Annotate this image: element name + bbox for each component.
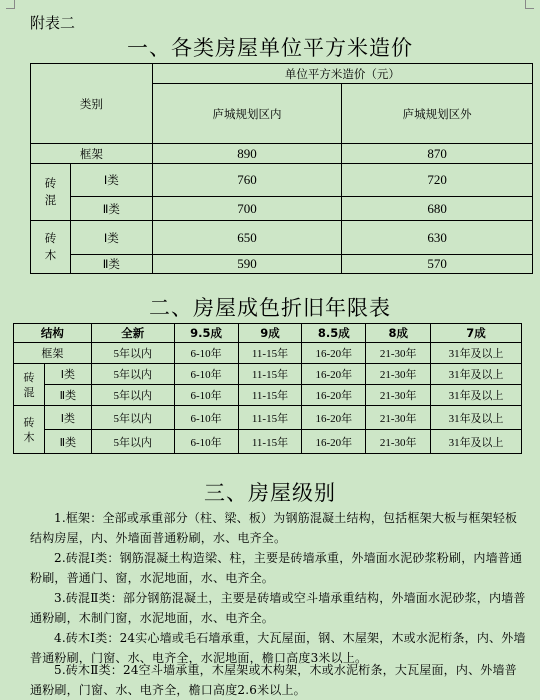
- header-80: 8成: [366, 324, 431, 343]
- header-90: 9成: [238, 324, 302, 343]
- years-cell: 5年以内: [91, 430, 174, 454]
- years-cell: 11-15年: [238, 364, 302, 385]
- price-bw1-outside: 630: [342, 221, 533, 255]
- years-cell: 21-30年: [366, 385, 431, 406]
- page-corner-mark: [525, 0, 534, 9]
- row-label-class1: Ⅰ类: [70, 221, 152, 255]
- years-cell: 11-15年: [238, 406, 302, 430]
- depreciation-table: [13, 323, 522, 454]
- header-70: 7成: [431, 324, 522, 343]
- group-char: 混: [23, 385, 35, 399]
- group-label-brick-concrete: [14, 364, 45, 406]
- years-cell: 6-10年: [174, 364, 238, 385]
- price-bw2-inside: 590: [152, 255, 342, 274]
- years-cell: 11-15年: [238, 385, 302, 406]
- price-bc1-outside: 720: [342, 164, 533, 197]
- row-label-frame: 框架: [31, 144, 153, 164]
- group-char: 木: [44, 248, 57, 262]
- price-bc2-outside: 680: [342, 197, 533, 221]
- group-label-brick-wood: [31, 221, 71, 274]
- years-cell: 5年以内: [91, 385, 174, 406]
- header-category: 类别: [31, 64, 153, 144]
- grade-paragraph-brick-wood-2: 5.砖木Ⅱ类：24空斗墙承重，木屋架或木构架，木或水泥桁条，大瓦屋面，内、外墙普通粉刷，门窗、水、电齐全，檐口高度2.6米以上。: [30, 663, 517, 697]
- years-cell: 5年以内: [91, 406, 174, 430]
- group-char: 木: [23, 430, 35, 444]
- group-label-brick-concrete: [31, 164, 71, 221]
- page-corner-mark: [6, 0, 15, 9]
- group-char: 砖: [23, 370, 35, 384]
- price-bw1-inside: 650: [152, 221, 342, 255]
- row-label-class1: Ⅰ类: [70, 164, 152, 197]
- years-cell: 16-20年: [302, 343, 366, 364]
- years-cell: 21-30年: [366, 343, 431, 364]
- appendix-label: 附表二: [30, 14, 76, 32]
- price-frame-inside: 890: [152, 144, 342, 164]
- years-cell: 11-15年: [238, 343, 302, 364]
- years-cell: 6-10年: [174, 406, 238, 430]
- grade-paragraph-brick-wood-1: 4.砖木Ⅰ类：24实心墙或毛石墙承重，大瓦屋面，钢、木屋架，木或水泥桁条，内、外墙普通粉刷，门窗、水、电齐全，水泥地面，檐口高度3米以上。: [30, 631, 526, 665]
- row-label-frame: 框架: [14, 343, 92, 364]
- years-cell: 31年及以上: [431, 343, 522, 364]
- row-label-class2: Ⅱ类: [44, 430, 91, 454]
- years-cell: 21-30年: [366, 430, 431, 454]
- price-bc2-inside: 700: [152, 197, 342, 221]
- years-cell: 31年及以上: [431, 406, 522, 430]
- grade-paragraph-brick-concrete-1: 2.砖混Ⅰ类：钢筋混凝土构造梁、柱，主要是砖墙承重，外墙面水泥砂浆粉刷，内墙普通粉刷，普通门、窗，水泥地面，水、电齐全。: [30, 551, 523, 585]
- years-cell: 21-30年: [366, 364, 431, 385]
- years-cell: 31年及以上: [431, 385, 522, 406]
- header-85: 8.5成: [302, 324, 366, 343]
- years-cell: 11-15年: [238, 430, 302, 454]
- years-cell: 6-10年: [174, 430, 238, 454]
- group-char: 砖: [23, 415, 35, 429]
- section2-title: 二、房屋成色折旧年限表: [149, 296, 391, 320]
- header-95: 9.5成: [174, 324, 238, 343]
- years-cell: 16-20年: [302, 385, 366, 406]
- price-bc1-inside: 760: [152, 164, 342, 197]
- group-char: 砖: [44, 231, 57, 245]
- years-cell: 5年以内: [91, 343, 174, 364]
- row-label-class2: Ⅱ类: [70, 197, 152, 221]
- years-cell: 6-10年: [174, 343, 238, 364]
- header-price: 单位平方米造价（元）: [152, 64, 532, 84]
- years-cell: 6-10年: [174, 385, 238, 406]
- years-cell: 5年以内: [91, 364, 174, 385]
- price-frame-outside: 870: [342, 144, 533, 164]
- group-char: 混: [44, 193, 57, 207]
- row-label-class1: Ⅰ类: [44, 364, 91, 385]
- row-label-class1: Ⅰ类: [44, 406, 91, 430]
- header-inside: 庐城规划区内: [152, 84, 342, 144]
- price-bw2-outside: 570: [342, 255, 533, 274]
- years-cell: 16-20年: [302, 430, 366, 454]
- section3-title: 三、房屋级别: [204, 481, 336, 505]
- grade-paragraph-brick-concrete-2: 3.砖混Ⅱ类：部分钢筋混凝土，主要是砖墙或空斗墙承重结构，外墙面水泥砂浆，内墙普通粉刷，木制门窗，水泥地面，水、电齐全。: [30, 591, 526, 625]
- row-label-class2: Ⅱ类: [44, 385, 91, 406]
- years-cell: 16-20年: [302, 406, 366, 430]
- section1-title: 一、各类房屋单位平方米造价: [127, 36, 413, 60]
- years-cell: 31年及以上: [431, 364, 522, 385]
- group-char: 砖: [44, 176, 57, 190]
- header-structure: 结构: [14, 324, 92, 343]
- row-label-class2: Ⅱ类: [70, 255, 152, 274]
- group-label-brick-wood: [14, 406, 45, 454]
- years-cell: 16-20年: [302, 364, 366, 385]
- grade-paragraph-frame: 1.框架：全部或承重部分（柱、梁、板）为钢筋混凝土结构，包括框架大板与框架轻板结构房屋，内、外墙面普通粉刷，水、电齐全。: [30, 511, 518, 545]
- years-cell: 31年及以上: [431, 430, 522, 454]
- header-new: 全新: [91, 324, 174, 343]
- unit-price-table: [30, 63, 533, 274]
- header-outside: 庐城规划区外: [342, 84, 533, 144]
- years-cell: 21-30年: [366, 406, 431, 430]
